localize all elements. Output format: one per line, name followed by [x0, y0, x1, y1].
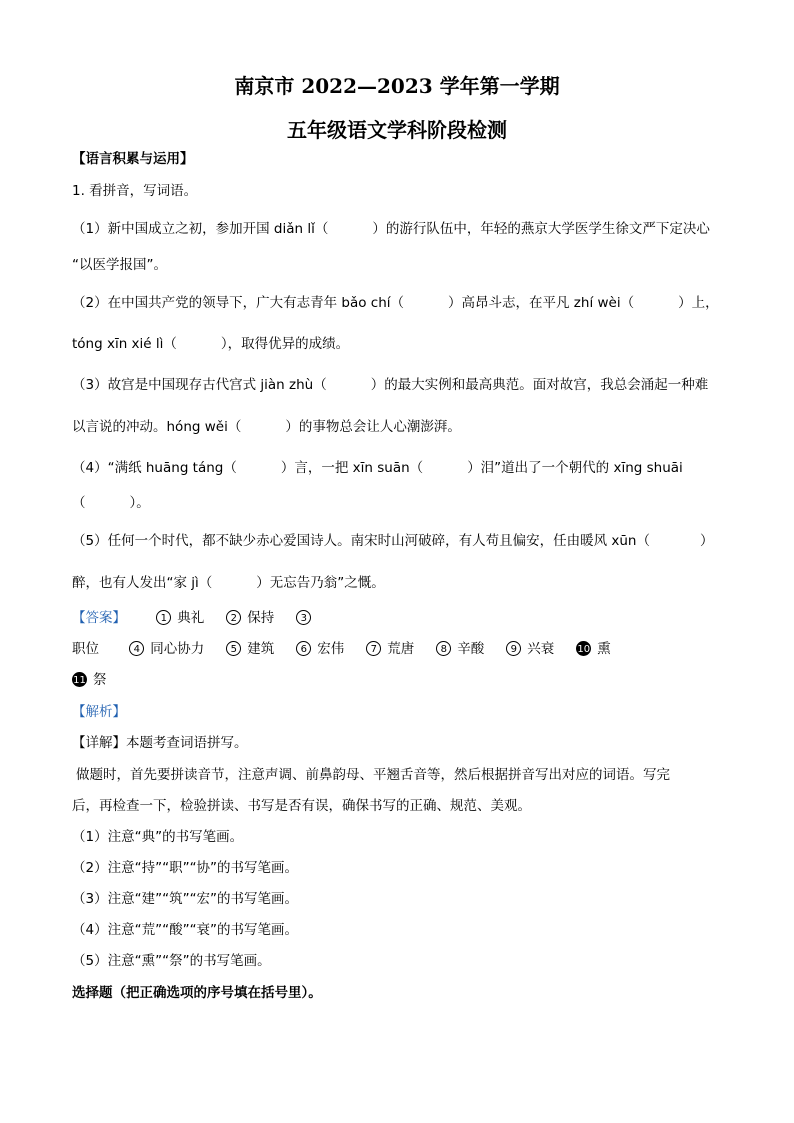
- answer-item-text: 祭: [93, 672, 107, 688]
- analysis-note: （3）注意“建”“筑”“宏”的书写笔画。: [72, 891, 299, 907]
- text-segment: ）上，: [678, 295, 719, 311]
- answer-item: [156, 609, 204, 627]
- text-segment: （2）在中国共产党的领导下，广大有志青年 bǎo chí（: [72, 295, 405, 311]
- answer-item: [72, 671, 107, 689]
- text-segment: 以言说的冲动。hóng wěi（: [72, 419, 242, 435]
- answer-number-badge: 10: [576, 641, 591, 656]
- answer-item-text: 建筑: [247, 641, 275, 657]
- text-segment: ）: [699, 533, 714, 549]
- text-segment: ）无忘告乃翁”之慨。: [256, 575, 385, 591]
- answer-number-badge: 11: [72, 672, 87, 687]
- answer-item: [226, 640, 274, 658]
- detail-text: 本题考查词语拼写。: [126, 735, 248, 751]
- answer-row-1: [72, 609, 732, 627]
- text-segment: ），取得优异的成绩。: [220, 336, 350, 352]
- text-segment: （4）“满纸 huāng táng（: [72, 460, 237, 476]
- analysis-note: （4）注意“荒”“酸”“衰”的书写笔画。: [72, 922, 299, 938]
- answer-number-badge: 9: [506, 641, 521, 656]
- answer-number-badge: 6: [296, 641, 311, 656]
- analysis-note: （5）注意“熏”“祭”的书写笔画。: [72, 953, 271, 969]
- text-segment: ）的最大实例和最高典范。面对故宫，我总会涌起一种难: [370, 377, 709, 393]
- answer-number-badge: 1: [156, 610, 171, 625]
- section-heading-language: 【语言积累与运用】: [72, 151, 194, 167]
- answer-item: [436, 640, 484, 658]
- question-1-part-5-line-1: [72, 532, 732, 550]
- answer-item: [366, 640, 414, 658]
- answer-item-text: 兴衰: [527, 641, 555, 657]
- answer-number-badge: 7: [366, 641, 381, 656]
- text-segment: （1）新中国成立之初，参加开国 diǎn lǐ（: [72, 221, 329, 237]
- answer-number-badge: 3: [296, 610, 311, 625]
- answer-item-text: 典礼: [177, 610, 205, 626]
- question-1-part-5-line-2: [72, 574, 732, 592]
- answer-item-text: 熏: [597, 641, 611, 657]
- answer-items: [72, 672, 129, 688]
- answer-item: [506, 640, 554, 658]
- answer-item: [576, 640, 611, 658]
- question-1-part-2-line-1: [72, 294, 732, 312]
- answer-item: [226, 609, 274, 627]
- answer-item-text: 辛酸: [457, 641, 485, 657]
- question-1-part-4-line-1: [72, 459, 732, 477]
- question-1-prompt: 1. 看拼音，写词语。: [72, 183, 198, 199]
- analysis-paragraph-line-1: 做题时，首先要拼读音节，注意声调、前鼻韵母、平翘舌音等，然后根据拼音写出对应的词语。写完: [76, 767, 670, 783]
- analysis-paragraph-line-2: 后，再检查一下，检验拼读、书写是否有误，确保书写的正确、规范、美观。: [72, 798, 531, 814]
- question-1-part-3-line-1: [72, 376, 732, 394]
- question-1-part-2-line-2: [72, 335, 732, 353]
- text-segment: ）。: [129, 495, 150, 511]
- answer-item-text: 同心协力: [150, 641, 205, 657]
- text-segment: （3）故宫是中国现存古代宫式 jiàn zhù（: [72, 377, 327, 393]
- answer-items: [156, 610, 339, 626]
- answer-item: [129, 640, 204, 658]
- document-title: 南京市 2022—2023 学年第一学期: [234, 74, 560, 98]
- text-segment: ）泪”道出了一个朝代的 xīng shuāi: [467, 460, 683, 476]
- question-1-part-1-line-2: “以医学报国”。: [72, 257, 167, 273]
- answer-items: [129, 641, 633, 657]
- analysis-note: （2）注意“持”“职”“协”的书写笔画。: [72, 860, 299, 876]
- answer-row-3: [72, 671, 732, 689]
- text-segment: （5）任何一个时代，都不缺少赤心爱国诗人。南宋时山河破碎，有人苟且偏安，任由暖风 xūn（: [72, 533, 650, 549]
- answer-number-badge: 4: [129, 641, 144, 656]
- answer-number-badge: 5: [226, 641, 241, 656]
- analysis-label: 【解析】: [72, 704, 126, 720]
- document-subtitle: 五年级语文学科阶段检测: [287, 118, 507, 142]
- answer-number-badge: 8: [436, 641, 451, 656]
- text-segment: 醉，也有人发出“家 jì（: [72, 575, 213, 591]
- question-1-part-1-line-1: [72, 220, 732, 238]
- question-1-part-3-line-2: [72, 418, 732, 436]
- analysis-note: （1）注意“典”的书写笔画。: [72, 829, 244, 845]
- answer-item: [296, 640, 344, 658]
- text-segment: ）言，一把 xīn suān（: [280, 460, 424, 476]
- answer-item-text: 保持: [247, 610, 275, 626]
- answer-item-text: 荒唐: [387, 641, 415, 657]
- answer-row-2: [72, 640, 732, 658]
- answer-label: 【答案】: [72, 610, 126, 626]
- text-segment: （: [72, 495, 86, 511]
- text-segment: ）高昂斗志，在平凡 zhí wèi（: [448, 295, 635, 311]
- text-segment: tóng xīn xié lì（: [72, 336, 177, 352]
- detail-line: [72, 734, 732, 752]
- text-segment: ）的游行队伍中，年轻的燕京大学医学生徐文严下定决心: [372, 221, 710, 237]
- detail-label: 【详解】: [72, 735, 126, 751]
- question-1-part-4-line-2: [72, 494, 732, 512]
- answer-item-text: 宏伟: [317, 641, 345, 657]
- answer-item-text: 职位: [72, 641, 99, 657]
- text-segment: ）的事物总会让人心潮澎湃。: [285, 419, 461, 435]
- answer-number-badge: 2: [226, 610, 241, 625]
- section-heading-multiple-choice: 选择题（把正确选项的序号填在括号里）。: [72, 985, 322, 1001]
- answer-item: [296, 609, 317, 627]
